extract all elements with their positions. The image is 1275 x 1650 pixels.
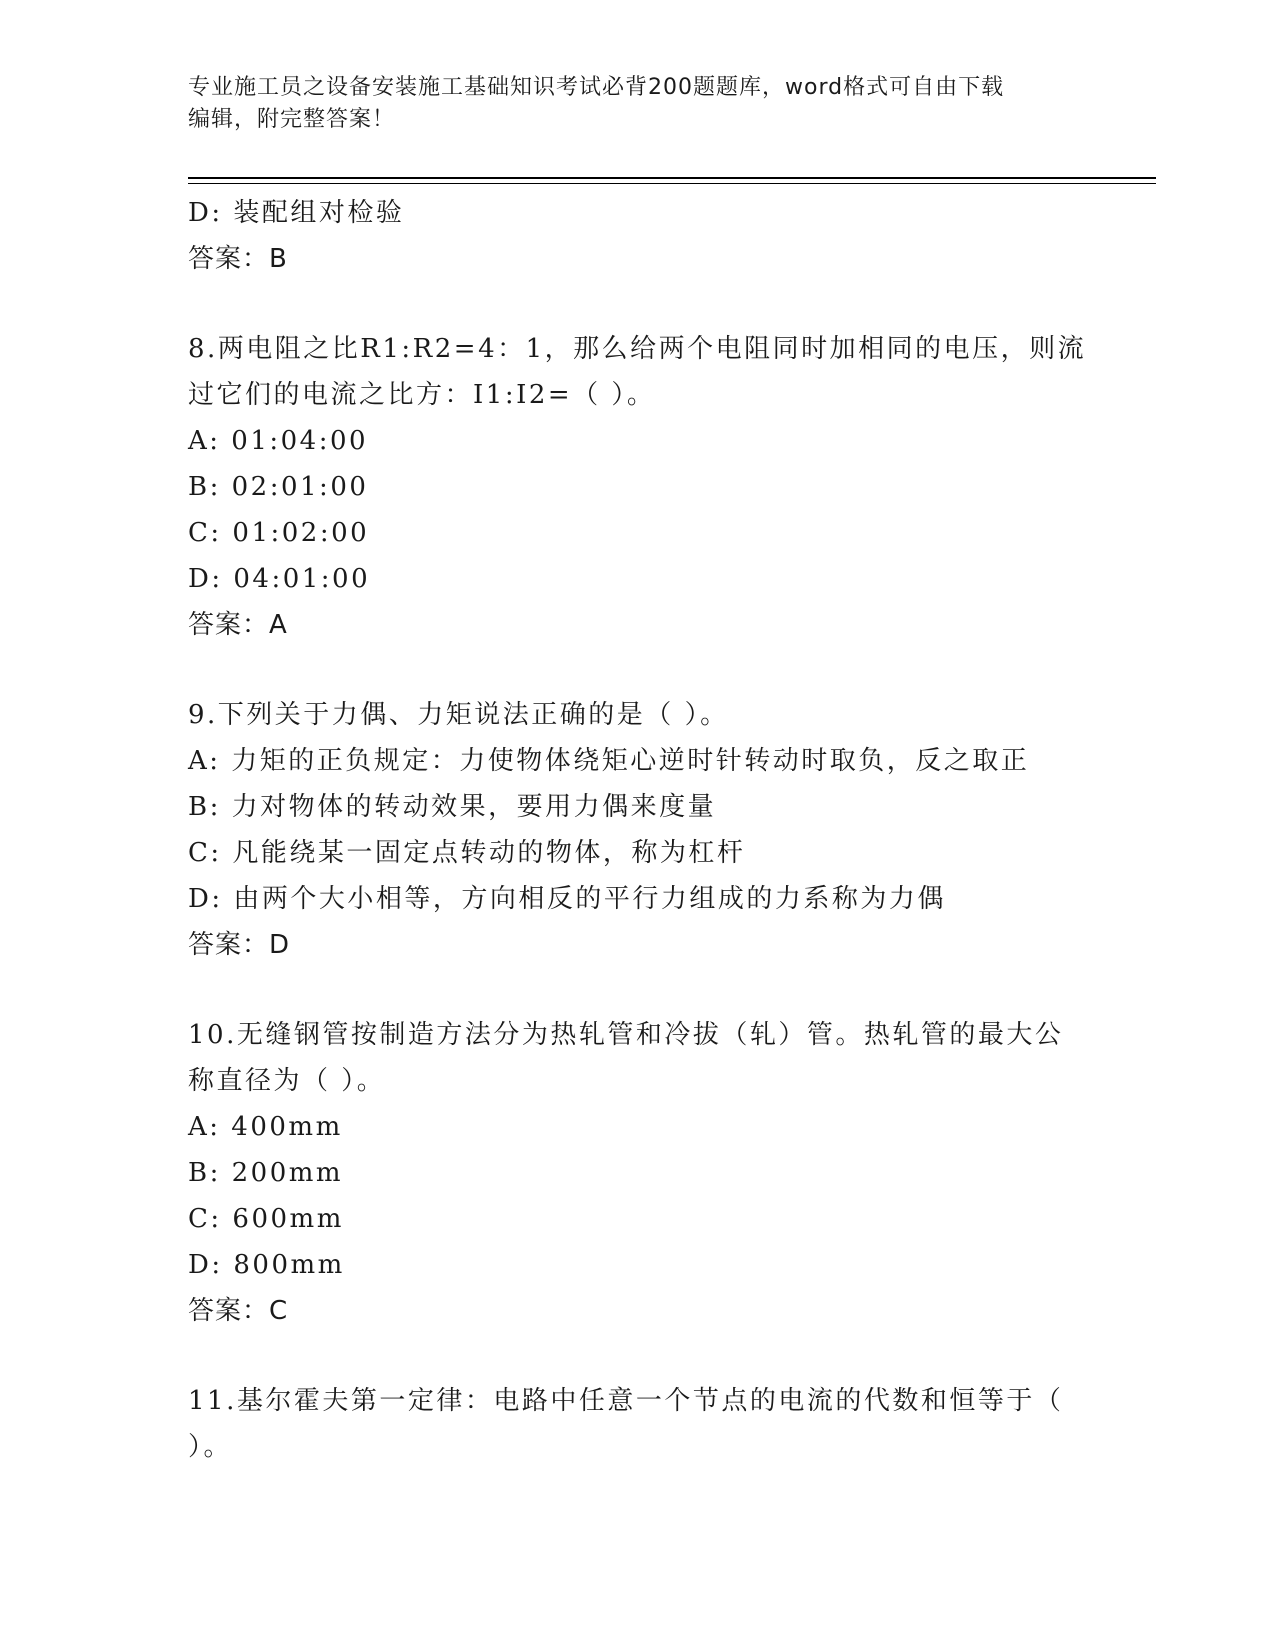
q9-option-a: A: 力矩的正负规定：力使物体绕矩心逆时针转动时取负，反之取正: [188, 746, 1030, 776]
q10-option-b: B: 200mm: [188, 1158, 344, 1188]
q9-option-c: C: 凡能绕某一固定点转动的物体，称为杠杆: [188, 838, 746, 868]
q11-stem-line-1: 11.基尔霍夫第一定律：电路中任意一个节点的电流的代数和恒等于（: [188, 1386, 1064, 1416]
q8-answer: 答案：A: [188, 610, 288, 640]
question-7-tail: [188, 190, 1108, 282]
q8-option-b: B: 02:01:00: [188, 472, 369, 502]
question-8: [188, 326, 1108, 648]
q9-answer: 答案：D: [188, 930, 291, 960]
header-title-line-2: 编辑，附完整答案！: [188, 107, 396, 132]
q8-option-a: A: 01:04:00: [188, 426, 369, 456]
q10-answer: 答案：C: [188, 1296, 289, 1326]
q7-answer: 答案：B: [188, 244, 288, 274]
q11-stem-line-2: ）。: [188, 1432, 233, 1462]
header-rule-thick: [188, 177, 1156, 179]
question-11: [188, 1378, 1108, 1470]
q8-stem-line-2: 过它们的电流之比方：I1:I2=（ ）。: [188, 380, 656, 410]
q10-stem-line-1: 10.无缝钢管按制造方法分为热轧管和冷拔（轧）管。热轧管的最大公: [188, 1020, 1064, 1050]
document-header: [188, 72, 1068, 136]
header-title-line-1: 专业施工员之设备安装施工基础知识考试必背200题题库，word格式可自由下载: [188, 75, 1005, 100]
q9-stem-line-1: 9.下列关于力偶、力矩说法正确的是（ ）。: [188, 700, 729, 730]
q10-stem-line-2: 称直径为（ ）。: [188, 1066, 386, 1096]
q10-option-c: C: 600mm: [188, 1204, 344, 1234]
q7-option-d: D: 装配组对检验: [188, 198, 405, 228]
question-10: [188, 1012, 1108, 1334]
q9-option-b: B: 力对物体的转动效果，要用力偶来度量: [188, 792, 717, 822]
q9-option-d: D: 由两个大小相等，方向相反的平行力组成的力系称为力偶: [188, 884, 946, 914]
q10-option-a: A: 400mm: [188, 1112, 343, 1142]
header-rule-thin: [188, 183, 1156, 184]
question-9: [188, 692, 1108, 968]
q8-stem-line-1: 8.两电阻之比R1:R2=4：1，那么给两个电阻同时加相同的电压，则流: [188, 334, 1087, 364]
q8-option-c: C: 01:02:00: [188, 518, 370, 548]
q8-option-d: D: 04:01:00: [188, 564, 371, 594]
document-body: [188, 190, 1108, 1470]
q10-option-d: D: 800mm: [188, 1250, 345, 1280]
